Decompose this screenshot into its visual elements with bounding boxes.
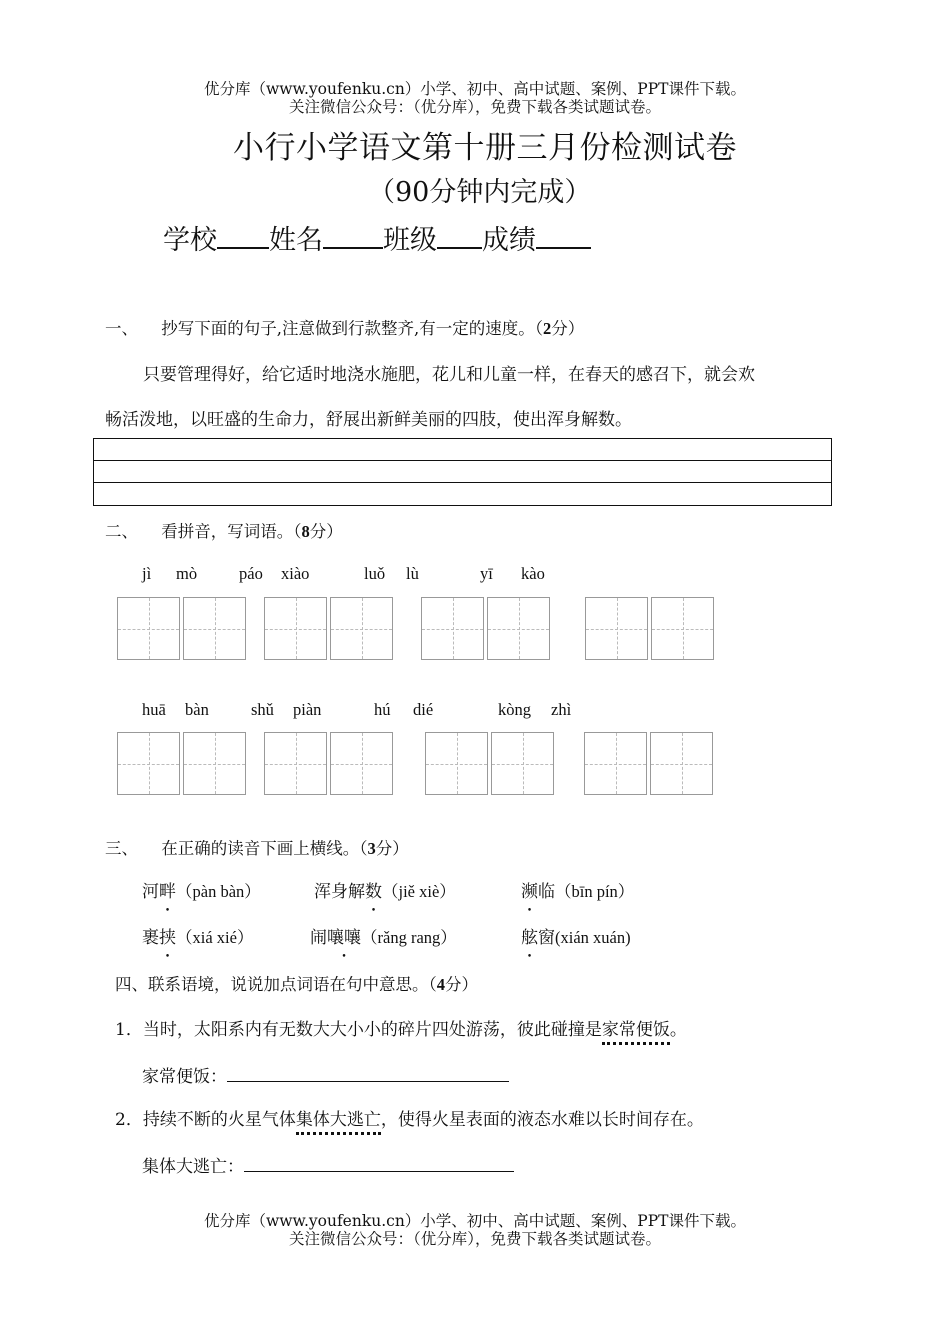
writing-grid-cell[interactable] <box>183 597 246 660</box>
pinyin-syllable: dié <box>413 700 434 719</box>
q4-answer-1 <box>142 1062 509 1087</box>
q3-item-text: 临 <box>538 882 555 902</box>
q4-sentence-number: 2． <box>115 1110 143 1130</box>
footer-banner-line-2: 关注微信公众号：（优分库），免费下载各类试题试卷。 <box>288 1230 661 1248</box>
q4-unit: 分） <box>445 975 478 994</box>
q4-sentence-2 <box>115 1105 704 1130</box>
pinyin-syllable: jì <box>142 564 152 583</box>
writing-grid-cell[interactable] <box>117 732 180 795</box>
dotted-char: 挟 <box>159 928 176 948</box>
writing-grid-cell[interactable] <box>117 597 180 660</box>
writing-grid-cell[interactable] <box>264 597 327 660</box>
q3-heading <box>105 835 409 859</box>
school-label: 学校 <box>163 225 217 256</box>
q3-points: 3 <box>367 839 376 858</box>
writing-grid-cell[interactable] <box>491 732 554 795</box>
q3-number: 三、 <box>105 839 138 858</box>
pinyin-syllable: xiào <box>281 564 310 583</box>
q3-item-text: 河 <box>142 882 159 902</box>
q2-points: 8 <box>301 522 310 541</box>
q3-reading-options[interactable]: （jiě xiè） <box>382 882 456 901</box>
q3-item <box>142 877 261 902</box>
q2-number: 二、 <box>105 522 138 541</box>
q3-item <box>142 923 253 948</box>
q4-text: 四、联系语境，说说加点词语在句中意思。（ <box>115 975 437 994</box>
pinyin-syllable: yī <box>480 564 493 583</box>
q3-reading-options[interactable]: （rǎng rang） <box>361 928 457 947</box>
pinyin-syllable: huā <box>142 700 166 719</box>
q1-paragraph-line-1: 只要管理得好，给它适时地浇水施肥，花儿和儿童一样，在春天的感召下，就会欢 <box>143 365 755 385</box>
writing-line[interactable] <box>94 439 831 461</box>
q1-heading <box>105 315 584 339</box>
q3-reading-options[interactable]: (xián xuán) <box>555 928 631 947</box>
q1-unit: 分） <box>551 319 585 338</box>
name-label: 姓名 <box>269 225 323 256</box>
score-blank[interactable] <box>536 225 591 249</box>
q4-sentence-text: 持续不断的火星气体 <box>142 1110 296 1130</box>
q4-answer-blank[interactable] <box>244 1157 514 1172</box>
dotted-char: 濒 <box>521 882 538 902</box>
pinyin-syllable: hú <box>374 700 391 719</box>
writing-grid-cell[interactable] <box>487 597 550 660</box>
q3-text: 在正确的读音下画上横线。（ <box>161 839 368 858</box>
q4-heading <box>115 971 478 995</box>
writing-grid-cell[interactable] <box>421 597 484 660</box>
class-blank[interactable] <box>437 225 482 249</box>
pinyin-syllable: zhì <box>551 700 572 719</box>
q3-item-text: 闹 <box>310 928 327 948</box>
pinyin-syllable: piàn <box>293 700 322 719</box>
pinyin-syllable: bàn <box>185 700 209 719</box>
page-title: 小行小学语文第十册三月份检测试卷 <box>233 130 737 166</box>
q4-sentence-1 <box>115 1015 687 1040</box>
dotted-word: 集体大逃亡 <box>296 1110 381 1135</box>
q3-item-text: 窗 <box>538 928 555 948</box>
student-info <box>163 218 591 257</box>
q3-reading-options[interactable]: （xiá xié） <box>176 928 254 947</box>
q2-text: 看拼音，写词语。（ <box>161 522 302 541</box>
writing-grid-cell[interactable] <box>183 732 246 795</box>
q4-answer-blank[interactable] <box>227 1067 509 1082</box>
q1-points: 2 <box>543 319 552 338</box>
dotted-char: 嚷嚷 <box>327 928 361 948</box>
banner-line-1: 优分库（www.youfenku.cn）小学、初中、高中试题、案例、PPT课件下载。 <box>203 80 747 98</box>
q3-item-text: 裹 <box>142 928 159 948</box>
q3-item <box>314 877 456 902</box>
writing-grid-cell[interactable] <box>585 597 648 660</box>
q3-item <box>310 923 457 948</box>
q3-item <box>521 877 634 902</box>
pinyin-syllable: shǔ <box>251 700 274 719</box>
q3-item <box>521 923 631 948</box>
writing-line[interactable] <box>94 483 831 504</box>
q3-unit: 分） <box>375 839 409 858</box>
dotted-char: 舷 <box>521 928 538 948</box>
dotted-word: 家常便饭 <box>602 1020 670 1045</box>
q4-sentence-text: 。 <box>669 1020 687 1040</box>
q4-sentence-text: ，使得火星表面的液态水难以长时间存在。 <box>380 1110 704 1130</box>
pinyin-syllable: kòng <box>498 700 531 719</box>
writing-line[interactable] <box>94 461 831 483</box>
pinyin-syllable: luǒ <box>364 564 386 583</box>
q3-item-text: 浑身解 <box>314 882 365 902</box>
q4-answer-label: 集体大逃亡： <box>142 1157 244 1177</box>
q4-answer-2 <box>142 1152 514 1177</box>
q2-unit: 分） <box>309 522 343 541</box>
q1-paragraph-line-2: 畅活泼地，以旺盛的生命力，舒展出新鲜美丽的四肢，使出浑身解数。 <box>105 410 632 430</box>
writing-grid-cell[interactable] <box>330 732 393 795</box>
q4-sentence-text: 当时，太阳系内有无数大大小小的碎片四处游荡，彼此碰撞是 <box>142 1020 602 1040</box>
pinyin-syllable: lù <box>406 564 419 583</box>
score-label: 成绩 <box>482 225 536 256</box>
q1-text: 抄写下面的句子,注意做到行款整齐,有一定的速度。（ <box>161 319 543 338</box>
pinyin-syllable: páo <box>239 564 263 583</box>
q4-sentence-number: 1． <box>115 1020 143 1040</box>
writing-grid-cell[interactable] <box>330 597 393 660</box>
q1-number: 一、 <box>105 319 138 338</box>
dotted-char: 数 <box>365 882 382 902</box>
writing-grid-cell[interactable] <box>584 732 647 795</box>
footer-banner-line-1: 优分库（www.youfenku.cn）小学、初中、高中试题、案例、PPT课件下载。 <box>203 1212 747 1230</box>
q4-points: 4 <box>436 975 445 994</box>
writing-grid-cell[interactable] <box>425 732 488 795</box>
school-blank[interactable] <box>217 225 269 249</box>
name-blank[interactable] <box>323 225 383 249</box>
q4-answer-label: 家常便饭： <box>142 1067 227 1087</box>
page-subtitle: （90分钟内完成） <box>368 177 592 208</box>
writing-grid-cell[interactable] <box>264 732 327 795</box>
banner-line-2: 关注微信公众号：（优分库），免费下载各类试题试卷。 <box>288 98 661 116</box>
writing-grid-cell[interactable] <box>650 732 713 795</box>
q3-reading-options[interactable]: （bīn pín） <box>555 882 635 901</box>
pinyin-syllable: mò <box>176 564 198 583</box>
pinyin-syllable: kào <box>521 564 545 583</box>
class-label: 班级 <box>383 225 437 256</box>
q3-reading-options[interactable]: （pàn bàn） <box>176 882 261 901</box>
writing-grid-cell[interactable] <box>651 597 714 660</box>
q1-writing-lines[interactable] <box>93 438 832 506</box>
q2-heading <box>105 518 343 542</box>
dotted-char: 畔 <box>159 882 176 902</box>
